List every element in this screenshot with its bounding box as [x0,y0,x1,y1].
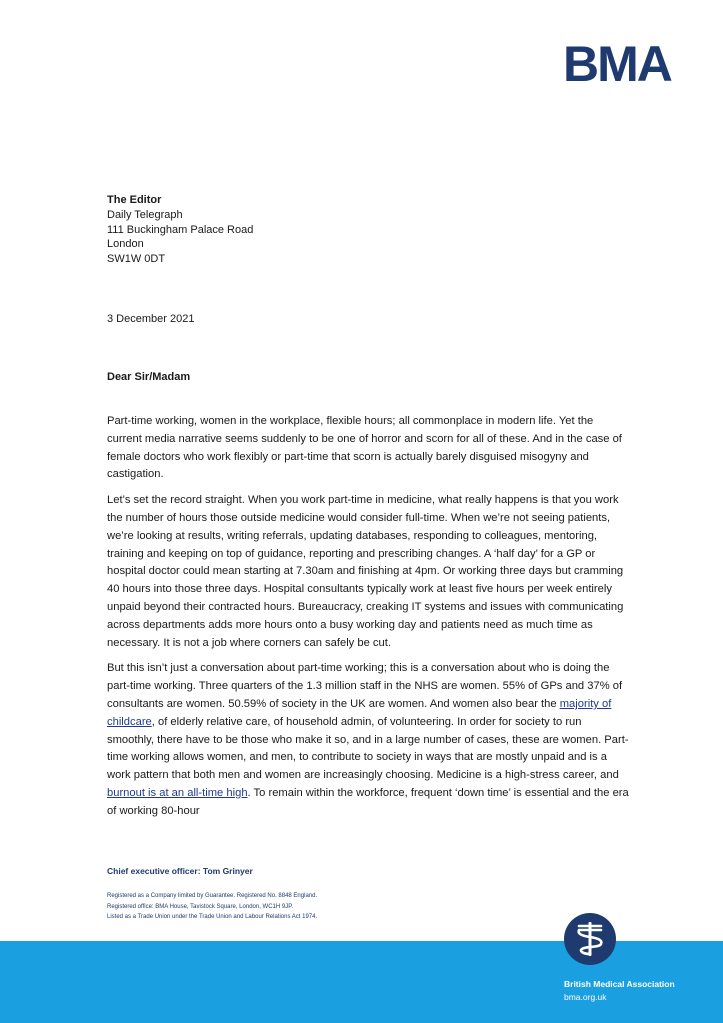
registration-line: Listed as a Trade Union under the Trade Union and Labour Relations Act 1974. [107,914,318,920]
burnout-link[interactable]: burnout is at an all-time high [107,786,248,799]
registration-line: Registered office: BMA House, Tavistock Square, London, WC1H 9JP. [107,903,294,910]
paragraph-text: But this isn’t just a conversation about part-time working; this is a conversation about who is doing the part-time working. Three quarters of the 1.3 million staff in the NHS are women. 55% of GPs and 37% of consultants are women. 50.59% of society in the UK are women. And women also bear the [107,662,623,710]
bma-emblem-icon [564,913,616,965]
address-line: Daily Telegraph [107,208,183,221]
ceo-line: Chief executive officer: Tom Grinyer [107,866,253,876]
registration-info [107,891,317,923]
address-line: SW1W 0DT [107,253,166,266]
org-name: British Medical Association [564,979,675,989]
paragraph: Let’s set the record straight. When you work part-time in medicine, what really happens is that you work the number of hours those outside medicine would consider full-time. When we’re not seeing patients, we’re looking at results, writing referrals, updating databases, responding to colleagues, mentoring, training and keeping on top of guidance, reporting and prescribing changes. A ‘half day’ for a GP or hospital doctor could mean starting at 7.30am and finishing at 4pm. Or working three days but cramming 40 hours into those three days. Hospital consultants typically work at least five hours per week entirely unpaid beyond their contracted hours. Bureaucracy, creaking IT systems and issues with communicating across departments adds more hours onto a busy working day and patients need as much time as necessary. It is not a job where corners can safely be cut. [107,494,624,649]
paragraph-text: . To remain within the workforce, frequent ‘down time’ is essential and the era of working 80-hour [107,786,629,817]
recipient-address [107,193,253,267]
paragraph [107,660,629,820]
paragraph-text: , of elderly relative care, of household admin, of volunteering. In order for society to run smoothly, there have to be those who make it so, and in a large number of cases, these are women. Part-time working allows women, and men, to contribute to society in ways that are mostly unpaid and is a work pattern that both men and women are increasingly choosing. Medicine is a high-stress career, and [107,715,629,782]
majority-of-childcare-link[interactable]: majority of childcare [107,697,612,728]
address-line: The Editor [107,194,162,206]
paragraph: Part-time working, women in the workplace, flexible hours; all commonplace in modern life. Yet the current media narrative seems suddenly to be one of horror and scorn for all of these. And in the case of female doctors who work flexibly or part-time that scorn is actually barely disguised misogyny and castigation. [107,415,622,481]
registration-line: Registered as a Company limited by Guarantee. Registered No. 8848 England. [107,893,318,899]
address-line: 111 Buckingham Palace Road [107,223,254,236]
address-line: London [107,238,144,251]
bma-logo: BMA [563,36,671,92]
salutation: Dear Sir/Madam [107,371,191,383]
org-url[interactable]: bma.org.uk [564,992,607,1002]
letter-date: 3 December 2021 [107,313,195,325]
letter-body [107,413,629,829]
